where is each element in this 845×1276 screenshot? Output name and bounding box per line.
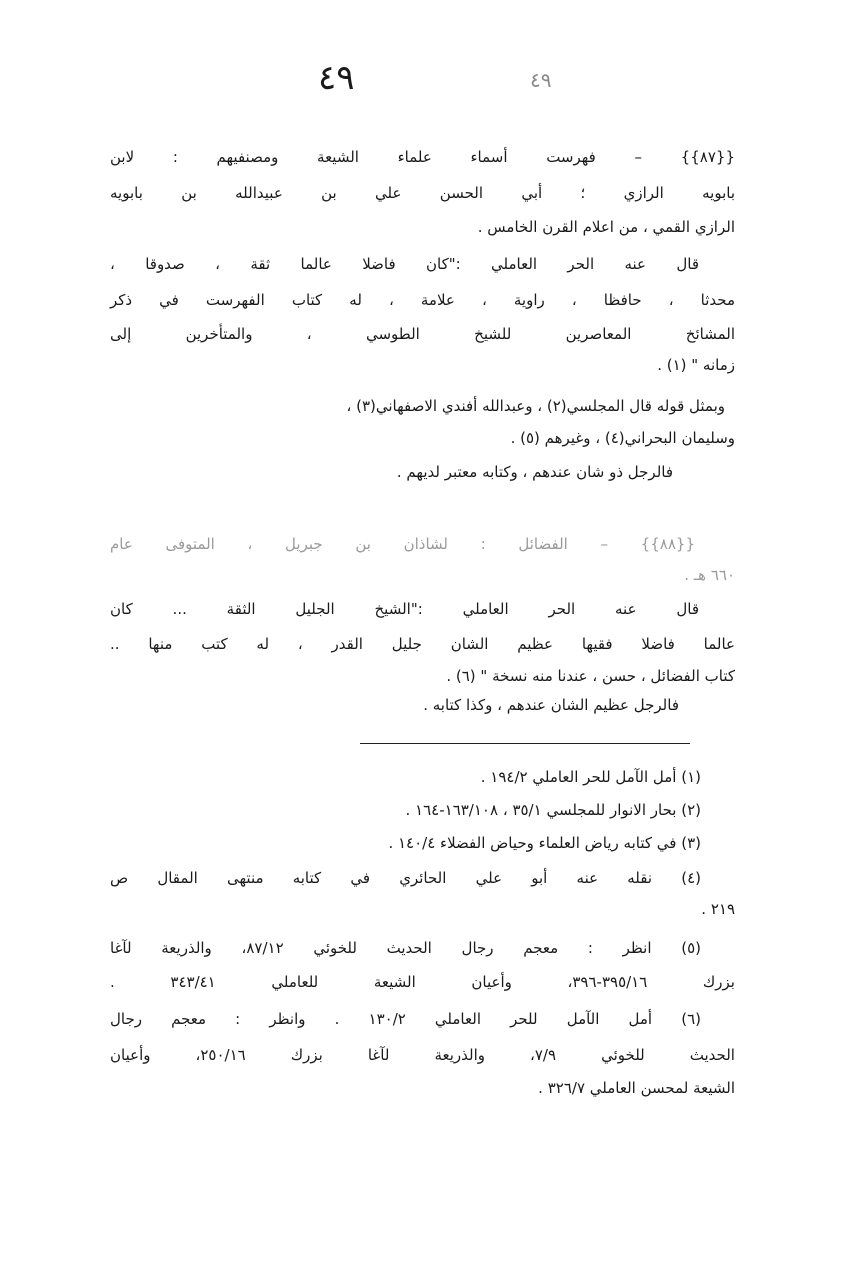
entry-87-quote-line: محدثا ، حافظا ، راوية ، علامة ، له كتاب الفهرست في ذكر	[110, 291, 735, 309]
footnote-continuation: الشيعة لمحسن العاملي ٣٢٦/٧ .	[538, 1079, 735, 1097]
entry-87-line: بابويه الرازي ؛ أبي الحسن علي بن عبيدالله بن بابويه	[110, 184, 735, 202]
entry-87-quote-end: زمانه " (١) .	[657, 356, 735, 374]
footnote: (٥) انظر : معجم رجال الحديث للخوئي ٨٧/١٢، والذريعة لآغا	[110, 939, 701, 957]
footnote-continuation: ٢١٩ .	[701, 900, 735, 918]
footnote: (٣) في كتابه رياض العلماء وحياض الفضلاء ١٤٠/٤ .	[388, 834, 701, 852]
entry-87-line: وسليمان البحراني(٤) ، وغيرهم (٥) .	[510, 429, 735, 447]
entry-87-conclusion: فالرجل ذو شان عندهم ، وكتابه معتبر لديهم .	[396, 463, 673, 481]
entry-88-date: ٦٦٠ هـ .	[684, 566, 735, 584]
page-number: ٤٩	[318, 58, 355, 98]
entry-87-heading: {{٨٧}} – فهرست أسماء علماء الشيعة ومصنفيهم : لابن	[110, 148, 735, 166]
entry-88-quote-line: قال عنه الحر العاملي :"الشيخ الجليل الثقة ... كان	[110, 600, 699, 618]
entry-88-quote-line: عالما فاضلا فقيها عظيم الشان جليل القدر ، له كتب منها ..	[110, 635, 735, 653]
footnote: (٦) أمل الآمل للحر العاملي ١٣٠/٢ . وانظر : معجم رجال	[110, 1010, 701, 1028]
footnote: (١) أمل الآمل للحر العاملي ١٩٤/٢ .	[480, 768, 701, 786]
entry-88-heading: {{٨٨}} – الفضائل : لشاذان بن جبريل ، المتوفى عام	[110, 535, 695, 553]
footnote: (٤) نقله عنه أبو علي الحائري في كتابه منتهى المقال ص	[110, 869, 701, 887]
entry-87-line: وبمثل قوله قال المجلسي(٢) ، وعبدالله أفندي الاصفهاني(٣) ،	[346, 397, 725, 415]
footnote-separator	[360, 743, 690, 744]
entry-87-quote-line: المشائخ المعاصرين للشيخ الطوسي ، والمتأخرين إلى	[110, 325, 735, 343]
entry-87-quote-line: قال عنه الحر العاملي :"كان فاضلا عالما ثقة ، صدوقا ،	[110, 255, 699, 273]
footnote-continuation: الحديث للخوئي ٧/٩، والذريعة لآغا بزرك ٢٥٠/١٦، وأعيان	[110, 1046, 735, 1064]
footnote-continuation: بزرك ٣٩٥/١٦-٣٩٦، وأعيان الشيعة للعاملي ٣٤٣/٤١ .	[110, 973, 735, 991]
footnote: (٢) بحار الانوار للمجلسي ٣٥/١ ، ١٦٣/١٠٨-١٦٤ .	[405, 801, 701, 819]
entry-88-conclusion: فالرجل عظيم الشان عندهم ، وكذا كتابه .	[423, 696, 679, 714]
page-number-faint: ٤٩	[530, 68, 552, 92]
entry-88-quote-end: كتاب الفضائل ، حسن ، عندنا منه نسخة " (٦) .	[446, 667, 735, 685]
entry-87-line: الرازي القمي ، من اعلام القرن الخامس .	[477, 218, 735, 236]
